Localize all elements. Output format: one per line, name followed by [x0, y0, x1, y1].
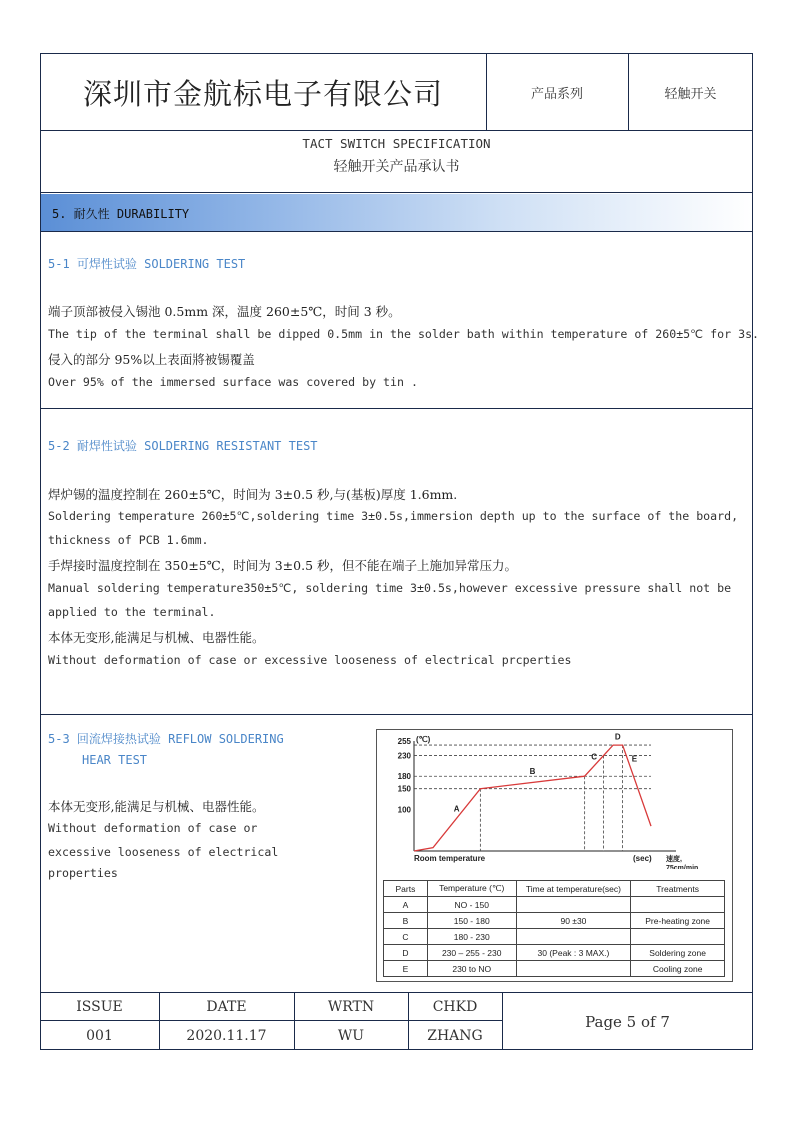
reflow-table-row [384, 961, 725, 977]
series-label: 产品系列 [530, 86, 583, 102]
reflow-table-cell [516, 929, 631, 945]
reflow-test-heading: 5-3 回流焊接热试验 REFLOW SOLDERING [48, 732, 284, 746]
chart-y-tick-label: 255 [397, 737, 411, 747]
reflow-table-cell: 230 – 255 - 230 [427, 945, 516, 961]
reflow-table-cell: E [384, 961, 428, 977]
reflow-test-line: Without deformation of case or [48, 821, 258, 835]
resistant-test-line: thickness of PCB 1.6mm. [48, 533, 209, 547]
reflow-table-row [384, 945, 725, 961]
section-heading: 5. 耐久性 DURABILITY [52, 207, 190, 221]
soldering-test-line: 端子顶部被侵入锡池 0.5mm 深，温度 260±5℃，时间 3 秒。 [48, 304, 401, 319]
chart-zone-label: A [453, 804, 460, 814]
reflow-table-cell: 180 - 230 [427, 929, 516, 945]
reflow-table-cell: 90 ±30 [516, 913, 631, 929]
chart-x-label: (sec) [633, 854, 652, 863]
reflow-table-cell [516, 961, 631, 977]
issue-label: ISSUE [76, 998, 123, 1015]
reflow-table-cell: A [384, 897, 428, 913]
reflow-table [383, 880, 725, 977]
title-divider [40, 192, 753, 193]
chart-zone-label: D [614, 732, 621, 742]
soldering-test-heading: 5-1 可焊性试验 SOLDERING TEST [48, 257, 246, 271]
chart-speed-value: 75cm/min [666, 865, 699, 869]
chart-y-tick-label: 180 [397, 772, 411, 782]
reflow-table-cell [516, 897, 631, 913]
spec-title-chinese: 轻触开关产品承认书 [333, 159, 460, 175]
resistant-test-line: Soldering temperature 260±5℃,soldering time 3±0.5s,immersion depth up to the surface of the board, [48, 509, 739, 523]
resistant-test-line: Without deformation of case or excessive looseness of electrical prcperties [48, 653, 572, 667]
reflow-table-wrapper [383, 880, 725, 977]
reflow-test-line: properties [48, 866, 118, 880]
reflow-table-cell: 230 to NO [427, 961, 516, 977]
resistant-test-line: applied to the terminal. [48, 605, 216, 619]
date-value: 2020.11.17 [186, 1027, 267, 1044]
wrtn-label: WRTN [327, 998, 375, 1015]
chkd-value: ZHANG [427, 1027, 483, 1044]
reflow-table-cell [631, 897, 725, 913]
resistant-test-line: Manual soldering temperature350±5℃, soldering time 3±0.5s,however excessive pressure shall not be [48, 581, 732, 595]
reflow-table-cell: Soldering zone [631, 945, 725, 961]
reflow-table-row [384, 897, 725, 913]
chkd-label: CHKD [432, 998, 478, 1015]
chart-guide-lines [414, 745, 651, 851]
spec-title-english: TACT SWITCH SPECIFICATION [302, 136, 491, 151]
chart-zone-label: B [529, 767, 536, 777]
reflow-table-cell: 150 - 180 [427, 913, 516, 929]
reflow-table-row [384, 913, 725, 929]
chart-y-tick-label: 230 [397, 751, 411, 761]
company-name: 深圳市金航标电子有限公司 [82, 76, 443, 111]
resistant-test-heading: 5-2 耐焊性试验 SOLDERING RESISTANT TEST [48, 439, 318, 453]
chart-zone-label: E [631, 754, 638, 764]
reflow-table-cell: B [384, 913, 428, 929]
reflow-table-cell [631, 929, 725, 945]
reflow-table-header [384, 881, 725, 897]
soldering-test-line: Over 95% of the immersed surface was covered by tin . [48, 375, 418, 389]
chart-y-tick-label: 150 [397, 784, 411, 794]
reflow-table-row [384, 929, 725, 945]
table-header-cell: Treatments [631, 881, 725, 897]
reflow-table-cell: Pre-heating zone [631, 913, 725, 929]
date-label: DATE [206, 998, 247, 1015]
resistant-test-line: 手焊接时温度控制在 350±5℃，时间为 3±0.5 秒，但不能在端子上施加异常压力。 [48, 558, 517, 573]
issue-value: 001 [86, 1027, 113, 1044]
page-number: Page 5 of 7 [585, 1012, 670, 1031]
chart-origin-label: Room temperature [414, 854, 486, 863]
reflow-table-cell: D [384, 945, 428, 961]
section-divider [40, 231, 753, 232]
header-divider [40, 130, 753, 131]
reflow-profile-chart [376, 729, 733, 869]
block-divider-1 [40, 408, 753, 409]
reflow-table-cell: C [384, 929, 428, 945]
table-header-cell: Parts [384, 881, 428, 897]
table-header-cell: Temperature (℃) [427, 881, 516, 897]
table-header-cell: Time at temperature(sec) [516, 881, 631, 897]
wrtn-value: WU [337, 1027, 365, 1044]
resistant-test-line: 焊炉锡的温度控制在 260±5℃，时间为 3±0.5 秒,与(基板)厚度 1.6mm. [48, 487, 458, 502]
series-value: 轻触开关 [664, 86, 717, 102]
reflow-table-cell: Cooling zone [631, 961, 725, 977]
reflow-table-cell: 30 (Peak : 3 MAX.) [516, 945, 631, 961]
reflow-test-line: 本体无变形,能满足与机械、电器性能。 [48, 799, 265, 814]
chart-y-ticks [398, 737, 412, 814]
reflow-test-heading-cont: HEAR TEST [82, 753, 148, 767]
chart-y-tick-label: 100 [397, 805, 411, 815]
soldering-test-line: 侵入的部分 95%以上表面將被锡覆盖 [48, 352, 255, 367]
resistant-test-line: 本体无变形,能满足与机械、电器性能。 [48, 630, 265, 645]
reflow-test-line: excessive looseness of electrical [48, 845, 279, 859]
soldering-test-line: The tip of the terminal shall be dipped 0.5mm in the solder bath within temperature of 260±5℃ for 3s. [48, 327, 760, 341]
chart-speed-label: 速度, [666, 856, 682, 863]
chart-zone-label: C [591, 752, 598, 762]
reflow-table-cell: NO - 150 [427, 897, 516, 913]
reflow-curve [414, 745, 651, 851]
chart-y-label: (℃) [416, 735, 431, 744]
block-divider-2 [40, 714, 753, 715]
